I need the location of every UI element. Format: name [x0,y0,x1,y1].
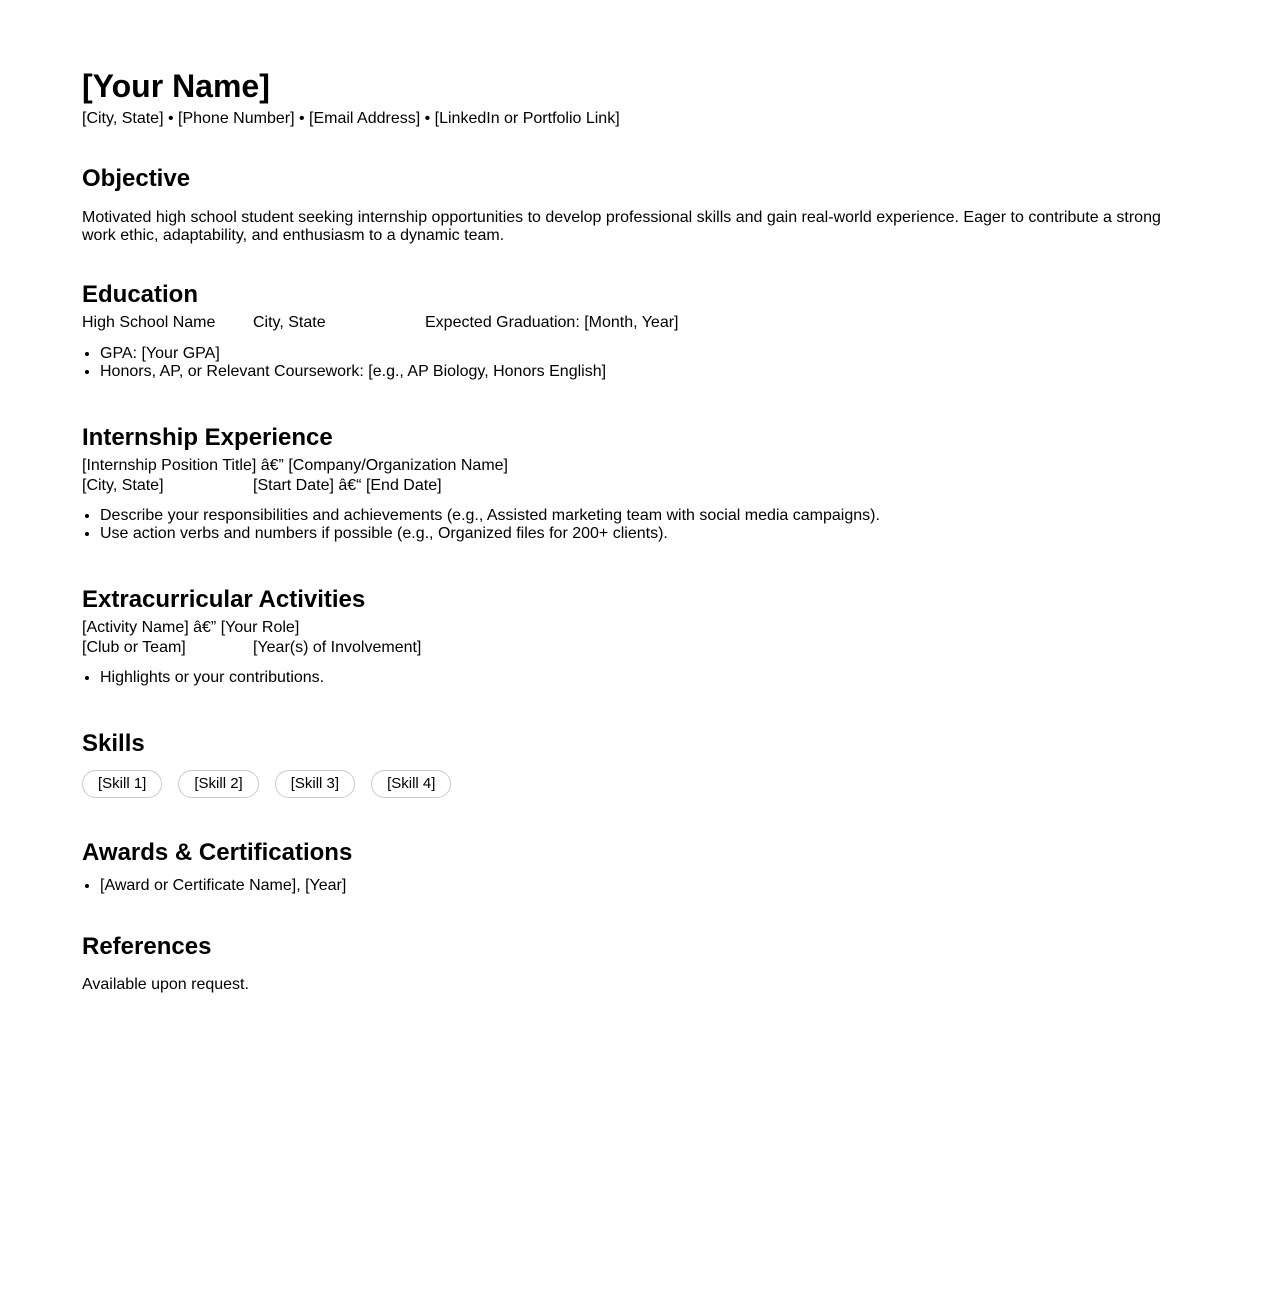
list-item: • GPA: [Your GPA] [100,345,1182,363]
references-text: Available upon request. [82,976,249,993]
awards-section [82,839,1182,895]
references-section [82,933,1182,994]
activity-name: [Activity Name] â€” [Your Role] [82,619,300,636]
references-heading: References [82,933,212,960]
club-name: [Club or Team] [82,639,186,656]
list-item: • Describe your responsibilities and achievements (e.g., Assisted marketing team with social media campaigns). [100,507,1182,525]
list-item: • Honors, AP, or Relevant Coursework: [e.g., AP Biology, Honors English] [100,363,1182,381]
extracurricular-section [82,586,1182,687]
list-item: • [Award or Certificate Name], [Year] [100,877,1182,895]
internship-dates: [Start Date] â€“ [End Date] [253,477,442,494]
skill-chip: [Skill 2] [178,770,258,798]
name-heading: [Your Name] [82,68,270,104]
list-item: • Use action verbs and numbers if possible (e.g., Organized files for 200+ clients). [100,525,1182,543]
internship-heading: Internship Experience [82,424,333,451]
graduation-date: Expected Graduation: [Month, Year] [425,314,679,331]
extracurricular-heading: Extracurricular Activities [82,586,366,613]
internship-section [82,424,1182,543]
education-heading: Education [82,281,199,308]
skill-chip: [Skill 3] [275,770,355,798]
internship-location: [City, State] [82,477,164,494]
internship-position: [Internship Position Title] â€” [Company/Organization Name] [82,457,508,474]
objective-text: Motivated high school student seeking internship opportunities to develop professional skills and gain real-world experience. Eager to contribute a strong work ethic, adaptability, and enthusiasm to a dynamic team. [82,209,1161,244]
education-section [82,281,1182,381]
school-location: City, State [253,314,326,331]
contact-line: [City, State] • [Phone Number] • [Email Address] • [LinkedIn or Portfolio Link] [82,110,620,127]
list-item: • Highlights or your contributions. [100,669,1182,687]
skills-heading: Skills [82,730,145,757]
awards-heading: Awards & Certifications [82,839,353,866]
school-name: High School Name [82,314,216,331]
skill-chip: [Skill 4] [371,770,451,798]
objective-section [82,165,1182,245]
involvement-years: [Year(s) of Involvement] [253,639,422,656]
objective-heading: Objective [82,165,191,192]
skill-chip: [Skill 1] [82,770,162,798]
skills-section [82,730,1182,798]
